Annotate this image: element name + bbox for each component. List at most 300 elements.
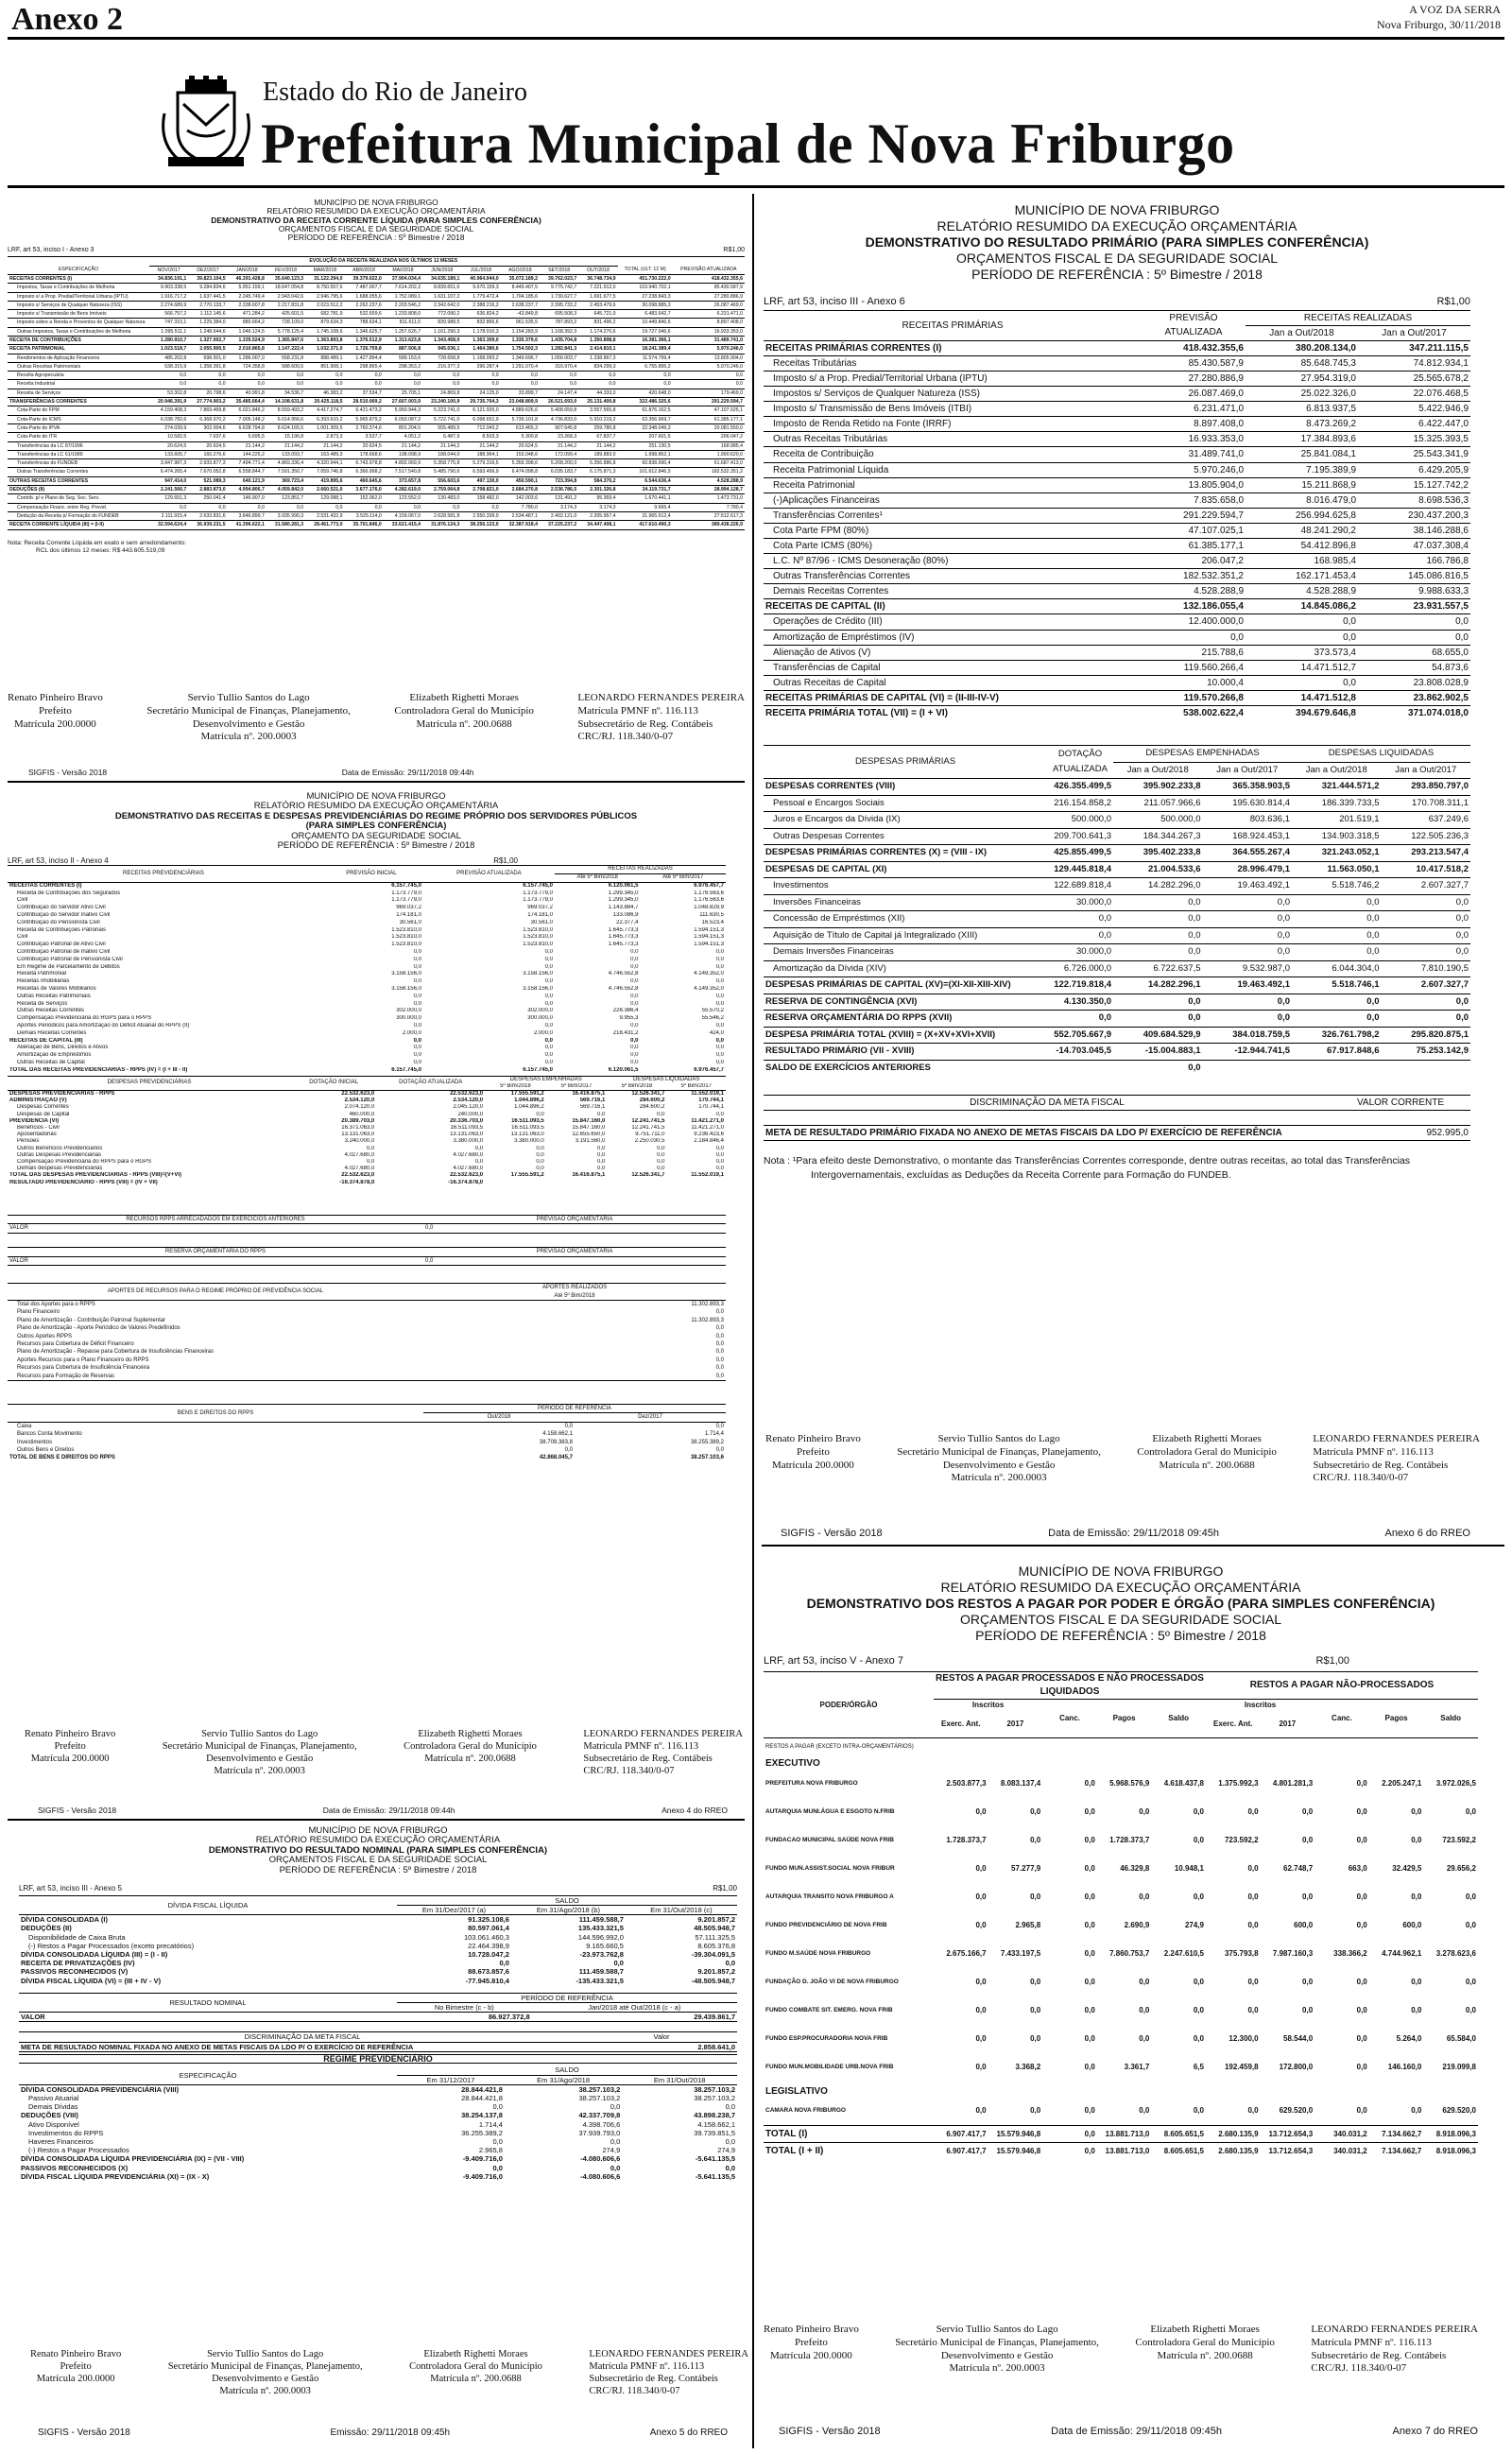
cell-value: 0,0 (366, 1158, 375, 1165)
cell-value: 172.099,4 (555, 451, 577, 458)
table-row (8, 284, 745, 292)
cell-value: 1.112.145,6 (199, 311, 226, 318)
cell-value: 788.634,1 (359, 320, 382, 326)
cell-value: 19.463.492,1 (1237, 979, 1290, 991)
table-row (8, 476, 745, 485)
cell-value: 133.605,7 (164, 451, 187, 458)
cell-value: 43.898.238,7 (694, 2111, 735, 2120)
cell-value: 0,0 (1356, 1778, 1367, 1788)
cell-value: 8.624.165,5 (277, 424, 304, 431)
cell-value: 5.208.200,0 (550, 460, 577, 467)
resultado-nominal-table: RESULTADO NOMINAL PERÍODO DE REFERÊNCIA No Bimestre (c - b) Jan/2018 até Out/2018 (c - a) VALOR 86.927.372,8 29.439.861,7 (21, 1993, 735, 2022)
cell-value: 0,0 (413, 1037, 421, 1044)
table-row (764, 569, 1470, 584)
cell-value: 152.062,0 (359, 495, 382, 502)
cell-value: 2.965,8 (1015, 1920, 1041, 1929)
row-label: Investimentos (773, 880, 829, 891)
cell-value: 11.574.799,4 (642, 354, 671, 361)
table-row (764, 878, 1470, 895)
cell-value: 0,0 (597, 1145, 606, 1151)
footer-a4: SIGFIS - Versão 2018 Data de Emissão: 29/11/2018 09:44h Anexo 4 do RREO (38, 1806, 728, 1815)
cell-value: 0,0 (657, 1151, 665, 1158)
cell-value: 170.744,1 (698, 1104, 724, 1111)
table-row (8, 362, 745, 371)
cell-value: 637.249,6 (1428, 814, 1469, 825)
cell-value: 724.358,8 (242, 363, 265, 370)
cell-value: 1.173.779,0 (391, 890, 421, 896)
cell-value: 0,0 (544, 1052, 553, 1059)
cell-value: 4.746.552,8 (608, 985, 639, 992)
cell-value: 0,0 (1465, 1892, 1476, 1901)
cell-value: -16.374.878,0 (448, 1179, 484, 1185)
column-header: MAI/2018 (392, 267, 414, 273)
cell-value: 8.897.408,0 (1194, 419, 1244, 430)
cell-value: 0,0 (1343, 677, 1356, 688)
cell-value: 35.640.123,3 (274, 275, 304, 282)
cell-value: 144.596.992,0 (577, 1932, 624, 1942)
cell-value: 9.201.857,2 (697, 1915, 735, 1925)
table-row (8, 978, 726, 986)
table-row (8, 994, 726, 1001)
cell-value: 1.523.810,0 (391, 934, 421, 941)
cell-value: 2.708.821,0 (472, 487, 499, 493)
row-label: Imposto s/ a Prop. Predial/Territorial Urbana (IPTU) (773, 372, 988, 384)
cell-value: 15.579.946,8 (996, 2129, 1041, 2138)
cell-value: 1.173.779,0 (523, 890, 553, 896)
cell-value: 8.473.269,2 (1306, 419, 1356, 430)
cell-value: 1.338.867,3 (590, 354, 616, 361)
cell-value: 0,0 (1356, 1892, 1367, 1901)
row-label: Demais Receitas Correntes (17, 1029, 87, 1036)
row-label: Transferências da LC 61/1989 (17, 451, 83, 458)
cell-value: 38.255.389,2 (690, 1439, 724, 1445)
cell-value: 216.154.858,2 (1054, 797, 1111, 808)
cell-value: 7.195.389,9 (1306, 464, 1356, 475)
cell-value: 168.924.453,1 (1232, 830, 1290, 841)
cell-value: 0,0 (1356, 2106, 1367, 2116)
row-label: FUNDO MUN.MOBILIDADE URB.NOVA FRIB (765, 2063, 894, 2070)
table-row (764, 417, 1470, 432)
table-row (8, 1159, 726, 1166)
cell-value: 0,0 (597, 1166, 606, 1172)
cell-value: 9.665,4 (654, 504, 671, 510)
cell-value: 6.021.846,2 (238, 407, 265, 414)
cell-value: 1.176.563,6 (694, 897, 724, 904)
cell-value: 11.552.019,1 (691, 1172, 724, 1179)
cell-value: 2.205.247,1 (1382, 1778, 1422, 1788)
cell-value: 0,0 (1030, 1892, 1041, 1901)
cell-value: 2.534.487,1 (511, 512, 538, 519)
table-row (8, 319, 745, 327)
cell-value: 22.532.623,0 (450, 1172, 484, 1179)
cell-value: 0,0 (1084, 2062, 1095, 2071)
table-row (764, 1060, 1470, 1076)
cell-value: 2.045.120,0 (453, 1104, 484, 1111)
table-row (8, 398, 745, 406)
row-label: DÍVIDA CONSOLIDADA (I) (21, 1915, 108, 1925)
cell-value: 0,0 (1139, 1892, 1150, 1901)
row-label: Cota Parte ICMS (80%) (773, 541, 873, 551)
cell-value: 0,0 (1455, 995, 1469, 1007)
cell-value: 538.315,9 (164, 363, 187, 370)
cell-value: 65.584,0 (1446, 2033, 1476, 2043)
row-label: Receita de Contribuições Patronais (17, 926, 107, 933)
cell-value: 0,0 (975, 1977, 987, 1986)
cell-value: 0,0 (1455, 929, 1469, 941)
cell-value: 2.338.607,8 (238, 302, 265, 308)
table-row (764, 523, 1470, 538)
row-label: Receitas Imobiliárias (17, 978, 70, 985)
row-label: Imposto sobre a Renda e Proventos de Qualquer Natureza (17, 320, 146, 326)
table-row (8, 327, 745, 336)
cell-value: 29.735.764,3 (470, 399, 499, 406)
cell-value: 9.201.857,2 (697, 1967, 735, 1977)
table-row (8, 927, 726, 935)
cell-value: 0,0 (715, 1349, 724, 1356)
cell-value: 23.048.809,9 (508, 399, 538, 406)
row-label: Contribuição do Servidor Inativo Civil (17, 912, 111, 918)
row-label: Compensação Financ. entre Reg. Previd. (17, 504, 108, 510)
cell-value: 409.684.529,9 (1143, 1028, 1201, 1040)
cell-value: 0,0 (1084, 1977, 1095, 1986)
cell-value: 629.520,0 (1279, 2106, 1314, 2116)
table-row (764, 1996, 1478, 2024)
cell-value: 6.483.642,7 (644, 311, 671, 318)
cell-value: 0,0 (1139, 1977, 1150, 1986)
cell-value: 7.810.190,5 (1420, 962, 1469, 974)
table-row (19, 2102, 737, 2111)
cell-value: 2.965,8 (478, 2146, 503, 2155)
table-row (19, 2111, 737, 2119)
cell-value: 80.597.061,4 (468, 1924, 509, 1933)
cell-value: 174.181,0 (396, 912, 421, 918)
cell-value: 0,0 (1230, 631, 1244, 643)
table-row (8, 1146, 726, 1152)
row-label: Benefícios - Civil (17, 1124, 60, 1131)
cell-value: 0,0 (715, 1022, 724, 1028)
row-label: Despesas de Capital (17, 1111, 70, 1117)
cell-value: 119.570.266,8 (1183, 692, 1244, 703)
cell-value: 695.508,3 (555, 311, 577, 318)
cell-value: 3.846.899,7 (238, 512, 265, 519)
cell-value: 16.933.353,0 (1188, 434, 1244, 445)
cell-value: 7.591.350,7 (277, 469, 304, 475)
row-label: PASSIVOS RECONHECIDOS (V) (21, 1967, 129, 1977)
cell-value: 15.579.946,8 (996, 2146, 1041, 2155)
row-label: RECEITAS PRIMÁRIAS DE CAPITAL (VI) = (II-III-IV-V) (765, 692, 999, 703)
cell-value: 425.855.499,5 (1054, 847, 1111, 858)
cell-value: 27.954.319,0 (1300, 372, 1356, 384)
cell-value: 24.147,4 (558, 389, 577, 396)
table-row (764, 371, 1470, 386)
cell-value: 6.157.745,0 (523, 882, 553, 889)
row-label: TOTAL DAS DESPESAS PREVIDENCIÁRIAS - RPPS (VIII)=(V+VI) (9, 1172, 182, 1179)
cell-value: 0,0 (725, 2102, 735, 2112)
cell-value: 46.383,2 (323, 389, 343, 396)
cell-value: 15.847.160,0 (572, 1117, 606, 1124)
cell-value: 0,0 (609, 372, 616, 379)
cell-value: 6.393.610,2 (317, 416, 343, 423)
table-row (764, 645, 1470, 660)
cell-value: 146.160,0 (1387, 2062, 1422, 2071)
cell-value: 284.600,2 (639, 1104, 665, 1111)
cell-value: 101.612.846,5 (639, 469, 671, 475)
cell-value: 0,0 (1411, 1892, 1422, 1901)
cell-value: 8.083.137,4 (1000, 1778, 1041, 1788)
cell-value: 947.414,0 (164, 477, 187, 484)
cell-value: 0,0 (715, 1365, 724, 1372)
cell-value: 122.505.236,3 (1411, 830, 1469, 841)
cell-value: 0,0 (715, 1111, 724, 1117)
cell-value: 14.282.296,1 (1148, 979, 1201, 991)
cell-value: 2.388.216,2 (472, 302, 499, 308)
table-row (764, 2052, 1478, 2081)
cell-value: 211.057.966,6 (1143, 797, 1201, 808)
cell-value: 682.781,9 (320, 311, 343, 318)
cell-value: 0,0 (1411, 2005, 1422, 2014)
cell-value: 969.037,2 (527, 905, 553, 911)
cell-value: 22.076.468,5 (1413, 389, 1469, 400)
cell-value: 26.521.693,0 (547, 399, 577, 406)
cell-value: 0,0 (1455, 896, 1469, 907)
cell-value: 40.991,8 (245, 389, 265, 396)
row-label: Outras Receitas de Capital (17, 1059, 85, 1065)
cell-value: 4.398.706,6 (582, 2119, 621, 2129)
cell-value: 589.153,6 (399, 354, 421, 361)
cell-value: 0,0 (1030, 1977, 1041, 1986)
cell-value: 0,0 (564, 1447, 573, 1454)
cell-value: 2.217.831,8 (277, 302, 304, 308)
cell-value: 0,0 (715, 1151, 724, 1158)
cell-value: 4.801.281,3 (1272, 1778, 1314, 1788)
cell-value: 663,0 (1348, 1863, 1367, 1873)
cell-value: 18.647.054,8 (274, 285, 304, 291)
cell-value: 37.904.034,4 (391, 275, 421, 282)
cell-value: 5.968.576,9 (1109, 1778, 1150, 1788)
table-row (19, 2164, 737, 2172)
cell-value: 145.086.816,5 (1408, 571, 1469, 582)
cell-value: 0,0 (1188, 913, 1201, 925)
cell-value: 0,0 (630, 1022, 639, 1028)
cell-value: 4.736.833,0 (550, 416, 577, 423)
cell-value: 723.592,2 (1442, 1835, 1476, 1844)
cell-value: 13.131.063,0 (450, 1132, 484, 1138)
signatures-a4: Renato Pinheiro Bravo Prefeito Matrícula 200.0000 Servio Tullio Santos do Lago Secretário Municipal de Finanças, Planejamento, Desenvolvimento e Gestão Matrícula nº. 200.0003 Elizabeth Righetti Moraes Controladora Geral do Município Matrícula nº. 200.0688 LEONARDO FERNANDES PEREIRA Matrícula PMNF nº. 116.113 Subsecretário de Reg. Contábeis CRC/RJ. 118.340/0-07 (25, 1729, 743, 1777)
table-row (764, 355, 1470, 371)
cell-value: 0,0 (453, 504, 460, 510)
table-row (8, 986, 726, 994)
cell-value: 0,0 (180, 372, 187, 379)
cell-value: 0,0 (296, 372, 304, 379)
cell-value: 0,0 (1277, 929, 1290, 941)
cell-value: 0,0 (413, 381, 421, 388)
cell-value: 146.907,0 (242, 495, 265, 502)
cell-value: 1.299.345,0 (608, 890, 639, 896)
cell-value: 39.762.023,7 (547, 275, 577, 282)
cell-value: 0,0 (544, 1000, 553, 1007)
cell-value: 13.881.713,0 (1105, 2146, 1150, 2155)
row-label: Alienação de Ativos (V) (773, 647, 871, 658)
cell-value: 251.130,5 (648, 442, 671, 449)
cell-value: 0,0 (544, 1037, 553, 1044)
row-label: CAMARA NOVA FRIBURGO (765, 2107, 846, 2115)
cell-value: -16.374.878,0 (339, 1179, 375, 1185)
cell-value: 0,0 (1098, 913, 1111, 925)
cell-value: 4.027.680,0 (344, 1151, 375, 1158)
row-label: PREFEITURA NOVA FRIBURGO (765, 1779, 858, 1787)
cell-value: 6.907.417,7 (946, 2129, 987, 2138)
cell-value: 23.862.902,5 (1413, 692, 1469, 703)
lrf-ref: LRF, art 53, inciso I - Anexo 3 (8, 246, 94, 253)
cell-value: 321.444.571,2 (1321, 781, 1380, 792)
cell-value: 2.205.957,4 (590, 512, 616, 519)
cell-value: 134.903.318,5 (1321, 830, 1380, 841)
cell-value: 0,0 (1139, 2106, 1150, 2116)
cell-value: 1.691.677,5 (590, 293, 616, 300)
cell-value: -135.433.321,5 (576, 1976, 624, 1985)
table-row (8, 1138, 726, 1145)
cell-value: 6.593.456,9 (472, 469, 499, 475)
cell-value: 2.680.135,9 (1218, 2129, 1259, 2138)
cell-value: 40.964.944,0 (470, 275, 499, 282)
cell-value: 30.098.885,3 (642, 302, 671, 308)
cell-value: 29.656,2 (1446, 1863, 1476, 1873)
cell-value: 12.241.741,5 (631, 1117, 665, 1124)
cell-value: 1.365.847,6 (277, 337, 304, 343)
cell-value: 0,0 (1188, 995, 1201, 1007)
cell-value: 0,0 (536, 1111, 544, 1117)
row-label: Haveres Financeiros (28, 2137, 94, 2147)
nominal-table: DÍVIDA FISCAL LÍQUIDA SALDO Em 31/Dez/2017 (a) Em 31/Ago/2018 (b) Em 31/Out/2018 (c) DÍVIDA CONSOLIDADA (I) 91.325.108,6 111.459.588,7 9.201.857,2 DEDUÇÕES (II) 80.597.061,4 135.433.321,5 48.505.948,7 Disponibilidade de Caixa Bruta 103.061.460,3 144.596.992,0 57.111.325,5 (-) Restos a Pagar Processados (exceto precatórios) 22.464.398,9 9.165.660,5 8.605.376,8 DÍVIDA CONSOLIDADA LÍQUIDA (III) = (I - II) 10.728.047,2 -23.973.762,8 -39.304.091,5 RECEITA DE PRIVATIZAÇÕES (IV) 0,0 0,0 0,0 PASSIVOS RECONHECIDOS (V) 88.673.857,6 111.459.588,7 9.201.857,2 DÍVIDA FISCAL LÍQUIDA (VI) = (III + IV - V) -77.945.810,4 -135.433.321,5 -48.505.948,7 (21, 1895, 735, 1985)
row-label: Juros e Encargos da Dívida (IX) (773, 814, 901, 825)
cell-value: 1.286.007,0 (238, 354, 265, 361)
cell-value: 20.081.550,0 (713, 424, 743, 431)
row-label: RECEITA CORRENTE LÍQUIDA (III) = (I-II) (9, 522, 104, 528)
row-label: Recursos para Cobertura de Insuficiência Financeira (17, 1365, 150, 1372)
cell-value: 0,0 (474, 1158, 484, 1165)
cell-value: 19.727.046,6 (642, 328, 671, 335)
cell-value: 6.474.265,4 (160, 469, 187, 475)
row-label: Compensação Previdenciária do RPPS para o RGPS (17, 1158, 152, 1165)
cell-value: 451.730.222,0 (639, 275, 671, 282)
cell-value: 5.722.741,0 (433, 416, 460, 423)
cell-value (1047, 1060, 1113, 1076)
cell-value: 1.714,4 (704, 1431, 724, 1438)
cell-value: 888.489,1 (320, 354, 343, 361)
table-row (764, 960, 1470, 977)
cell-value: 0,0 (374, 381, 382, 388)
row-label: RESERVA ORÇAMENTÁRIA DO RPPS (XVII) (765, 1012, 953, 1024)
cell-value: 68.655,0 (1432, 647, 1469, 658)
row-label: Operações de Crédito (III) (773, 616, 883, 628)
cell-value: 13.881.713,0 (1105, 2129, 1150, 2138)
cell-value: 291.229.594,7 (1183, 510, 1244, 521)
cell-value: 831.496,2 (593, 320, 616, 326)
cell-value: 0,0 (715, 1059, 724, 1065)
cell-value: 39.739.851,5 (694, 2128, 735, 2137)
table-row (8, 292, 745, 301)
row-label: DEDUÇÕES (VIII) (21, 2111, 78, 2120)
cell-value: 851.908,1 (320, 363, 343, 370)
cell-value: 4.158.662,1 (542, 1431, 573, 1438)
table-row (764, 1967, 1478, 1996)
cell-value: 839.988,5 (438, 320, 460, 326)
cell-value: 0,0 (725, 2137, 735, 2147)
cell-value: 25.543.341,9 (1413, 449, 1469, 460)
cell-value: 7.637,6 (209, 434, 226, 441)
cell-value: 1.363.309,0 (472, 337, 499, 343)
cell-value: 0,0 (597, 1158, 606, 1165)
cell-value: 6.726.000,0 (1063, 962, 1111, 974)
signatures-a3 (8, 692, 745, 744)
cell-value: 22.532.623,0 (341, 1172, 375, 1179)
cell-value: 2.660.521,0 (317, 487, 343, 493)
cell-value: 0,0 (1193, 1892, 1204, 1901)
row-label: FUNDO ESP.PROCURADORIA NOVA FRIB (765, 2034, 888, 2042)
cell-value: 123.552,0 (399, 495, 421, 502)
cell-value: 0,0 (1277, 896, 1290, 907)
cell-value: 28.844.421,8 (461, 2094, 503, 2103)
cell-value: 0,0 (1277, 1012, 1290, 1024)
cell-value: 450.590,1 (515, 477, 538, 484)
cell-value: 0,0 (474, 1145, 484, 1151)
cell-value: 5.422.946,9 (1418, 404, 1469, 415)
cell-value: 4.744.962,1 (1382, 1948, 1422, 1958)
cell-value: 2.684.270,8 (511, 487, 538, 493)
cell-value: 6.014.956,6 (277, 416, 304, 423)
cell-value: 47.037.308,4 (1413, 541, 1469, 551)
cell-value: 206.047,2 (720, 434, 743, 441)
cell-value: 558.231,8 (282, 354, 304, 361)
cell-value: 1.044.896,2 (514, 1104, 544, 1111)
cell-value: 3.380.000,0 (453, 1138, 484, 1145)
table-row (8, 450, 745, 458)
cell-value: 12.655.650,0 (572, 1132, 606, 1138)
cell-value: 0,0 (1084, 1835, 1095, 1844)
cell-value: 6.157.745,0 (391, 882, 421, 889)
cell-value: 0,0 (663, 381, 671, 388)
cell-value: 250.041,4 (203, 495, 226, 502)
cell-value: 182.532.351,2 (1183, 571, 1244, 582)
cell-value: 1.427.894,4 (355, 354, 382, 361)
cell-value: 613.465,3 (515, 424, 538, 431)
cell-value: 198.098,9 (399, 451, 421, 458)
cell-value: 5.778.125,4 (277, 328, 304, 335)
cell-value: 256.994.625,8 (1296, 510, 1356, 521)
column-header: JUL/2018 (470, 267, 492, 273)
row-label: Receita de Contribuição (773, 449, 874, 460)
cell-value: 787.893,2 (555, 320, 577, 326)
cell-value: 880.664,2 (242, 320, 265, 326)
cell-value: 7.005.148,2 (238, 416, 265, 423)
anexo-title: Anexo 2 (11, 2, 124, 37)
cell-value: 14.471.512,7 (1300, 662, 1356, 673)
table-row (764, 1044, 1470, 1061)
cell-value: 0,0 (1247, 1977, 1259, 1986)
cell-value: 0,0 (536, 1158, 544, 1165)
column-header: TOTAL (ULT. 12 M) (624, 267, 666, 273)
cell-value: 31.876.124,3 (431, 522, 460, 528)
cell-value: 1.056.003,7 (550, 354, 577, 361)
cell-value: 369.723,4 (282, 477, 304, 484)
cell-value: 0,0 (413, 504, 421, 510)
cell-value: 2.274.689,9 (160, 302, 187, 308)
cell-value: 316.970,4 (555, 363, 577, 370)
cell-value: 1.728.373,7 (946, 1835, 987, 1844)
newspaper-header (8, 0, 1504, 40)
cell-value: 418.432.355,6 (711, 275, 743, 282)
cell-value: 1.670.441,1 (644, 495, 671, 502)
